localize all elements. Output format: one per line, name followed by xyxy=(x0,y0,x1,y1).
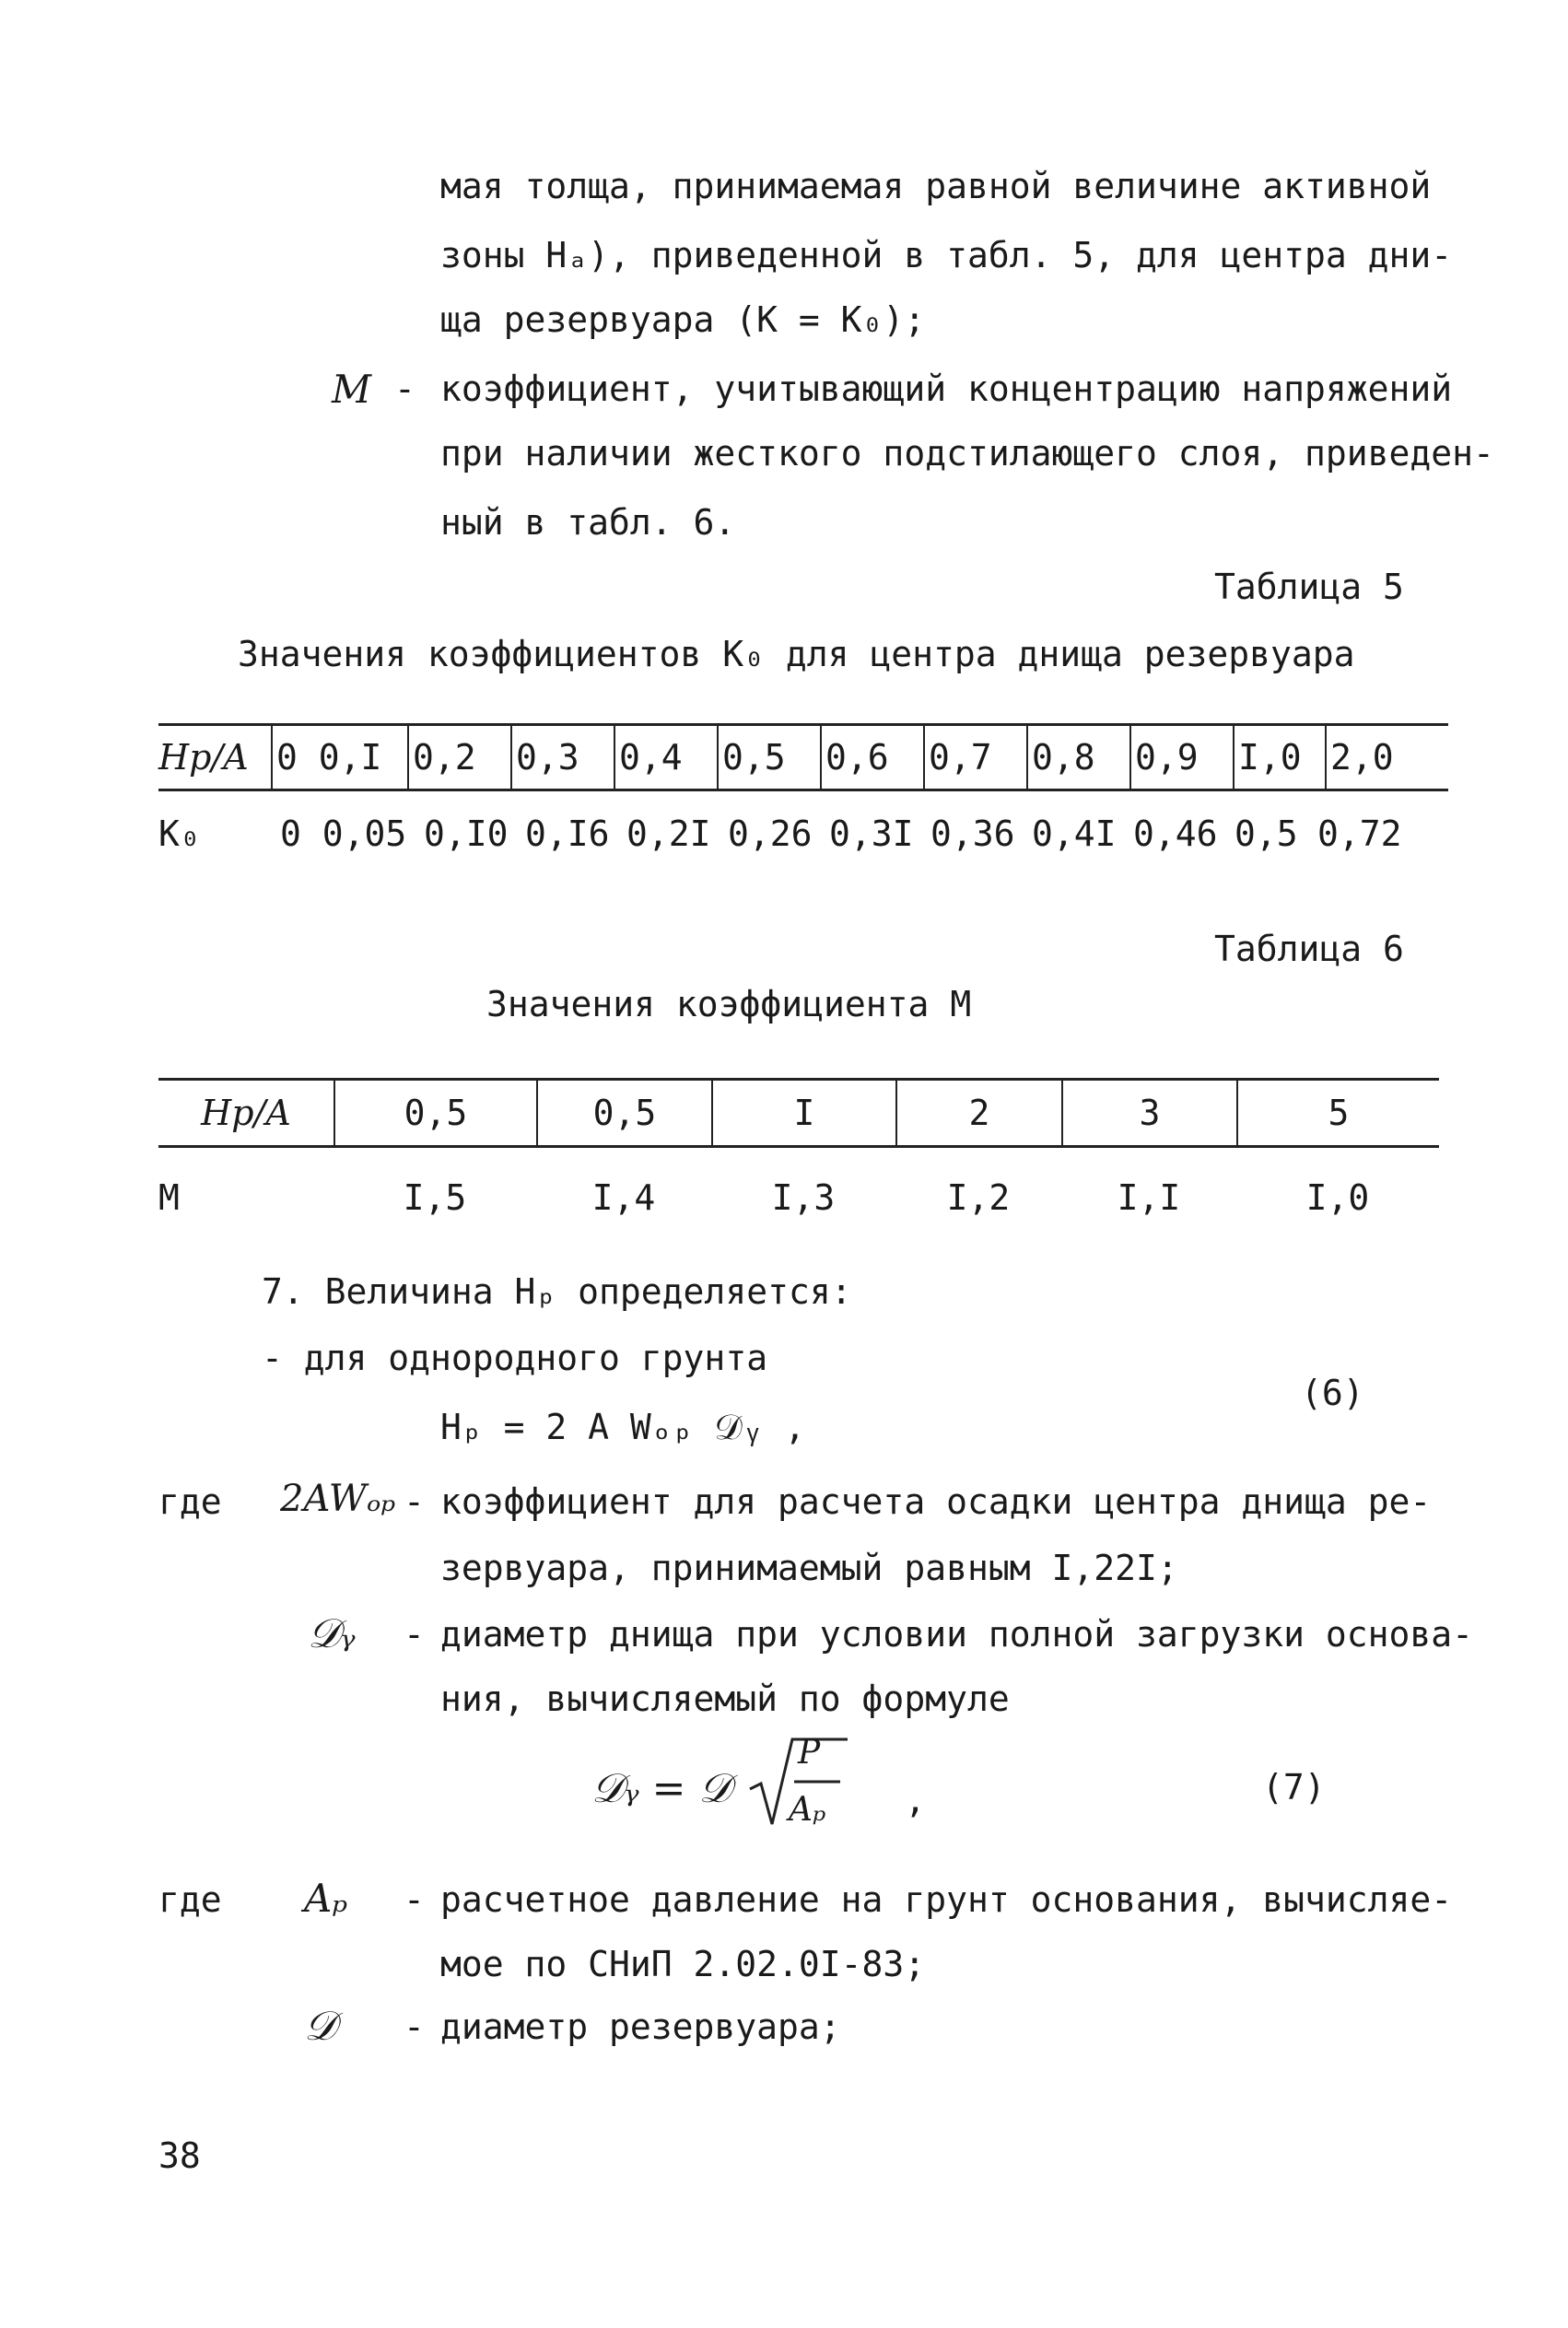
formula7-comma: , xyxy=(905,1780,926,1820)
table5-header-cell: 0,9 xyxy=(1129,726,1233,789)
table5-cell: 0 0,05 xyxy=(280,813,407,854)
def-line: расчетное давление на грунт основания, вычисляе- xyxy=(440,1879,1453,1920)
def-line: ния, вычисляемый по формуле xyxy=(440,1679,1010,1719)
table6-row-label: M xyxy=(158,1177,180,1218)
def-dash: - xyxy=(404,2006,425,2047)
table6-header-cell: 0,5 xyxy=(333,1081,536,1145)
table5-header-cell: I,0 xyxy=(1233,726,1325,789)
formula6: Hₚ = 2 A Wₒₚ 𝒟ᵧ , xyxy=(440,1407,806,1447)
m-def-line: коэффициент, учитывающий концентрацию напряжений xyxy=(440,369,1453,409)
intro-line: зоны Hₐ), приведенной в табл. 5, для центра дни- xyxy=(440,235,1453,275)
table6-cell: I,I xyxy=(1117,1177,1181,1218)
eq7-number: (7) xyxy=(1262,1767,1326,1807)
table5-title: Значения коэффициентов K₀ для центра днища резервуара xyxy=(238,634,1355,674)
table6-header-cell: 2 xyxy=(895,1081,1061,1145)
m-dash: - xyxy=(394,369,415,409)
intro-line: мая толща, принимаемая равной величине активной xyxy=(440,166,1432,206)
table5-header-cell: 0,8 xyxy=(1026,726,1129,789)
def-line: мое по СНиП 2.02.0I-83; xyxy=(440,1944,926,1984)
section7-heading: 7. Величина Hₚ определяется: xyxy=(262,1271,852,1312)
table5-cell: 0,5 xyxy=(1235,813,1298,854)
section7-subheading: - для однородного грунта xyxy=(262,1338,768,1378)
formula7-lhs: 𝒟ᵧ = 𝒟 xyxy=(591,1765,731,1812)
table5-header-cell: 0 0,I xyxy=(271,726,407,789)
def-line: диаметр резервуара; xyxy=(440,2006,841,2047)
table6-title: Значения коэффициента M xyxy=(486,984,972,1024)
formula7-numerator: P xyxy=(798,1734,821,1772)
table5-header-cell: 2,0 xyxy=(1325,726,1448,789)
table5-row-label: K₀ xyxy=(158,813,201,854)
table6-header xyxy=(158,1078,1439,1148)
table5-label: Таблица 5 xyxy=(1214,567,1404,607)
def-line: диаметр днища при условии полной загрузки основа- xyxy=(440,1614,1474,1655)
table5-header-cell: 0,3 xyxy=(510,726,614,789)
def-lead: где xyxy=(158,1879,222,1920)
def-symbol: 𝒟 xyxy=(304,2003,337,2050)
table5-header-cell: Hp/A xyxy=(158,737,249,778)
table5-cell: 0,2I xyxy=(626,813,711,854)
def-dash: - xyxy=(404,1614,425,1655)
def-dash: - xyxy=(404,1481,425,1522)
def-line: зервуара, принимаемый равным I,22I; xyxy=(440,1548,1178,1588)
table6-header-cell: 0,5 xyxy=(536,1081,711,1145)
table6-cell: I,3 xyxy=(771,1177,836,1218)
table6-cell: I,2 xyxy=(946,1177,1011,1218)
def-symbol: Aₚ xyxy=(304,1876,348,1921)
def-symbol: 2AWₒₚ xyxy=(280,1478,396,1520)
def-symbol: 𝒟ᵧ xyxy=(308,1610,356,1657)
def-lead: где xyxy=(158,1481,222,1522)
table5-cell: 0,72 xyxy=(1317,813,1402,854)
table6-cell: I,5 xyxy=(403,1177,467,1218)
m-def-line: при наличии жесткого подстилающего слоя, приведен- xyxy=(440,433,1494,474)
table5-header-cell: 0,7 xyxy=(923,726,1026,789)
table6-label: Таблица 6 xyxy=(1214,929,1404,969)
def-line: коэффициент для расчета осадки центра днища ре- xyxy=(440,1481,1432,1522)
table6-cell: I,0 xyxy=(1305,1177,1370,1218)
table6-header-cell: 3 xyxy=(1061,1081,1236,1145)
intro-line: ща резервуара (K = K₀); xyxy=(440,299,926,340)
table5-cell: 0,36 xyxy=(930,813,1015,854)
m-def-line: ный в табл. 6. xyxy=(440,502,736,543)
eq6-number: (6) xyxy=(1301,1373,1364,1413)
table5-cell: 0,I0 xyxy=(424,813,509,854)
table5-cell: 0,I6 xyxy=(525,813,610,854)
table5-cell: 0,4I xyxy=(1032,813,1117,854)
table6-header-cell: 5 xyxy=(1236,1081,1439,1145)
table5-header-cell: 0,2 xyxy=(407,726,510,789)
table5-cell: 0,46 xyxy=(1133,813,1218,854)
table5-header-cell: 0,6 xyxy=(820,726,923,789)
table6-header-cell: Hp/A xyxy=(201,1093,291,1133)
formula7-denominator: Aₚ xyxy=(789,1791,826,1829)
def-dash: - xyxy=(404,1879,425,1920)
table6-header-cell: I xyxy=(711,1081,895,1145)
m-symbol: M xyxy=(332,367,372,412)
table5-header-cell: 0,4 xyxy=(614,726,717,789)
table5-cell: 0,26 xyxy=(728,813,813,854)
page-number: 38 xyxy=(158,2135,201,2176)
table6-cell: I,4 xyxy=(591,1177,656,1218)
table5-header-cell: 0,5 xyxy=(717,726,820,789)
table5-cell: 0,3I xyxy=(829,813,914,854)
table5-header xyxy=(158,723,1448,791)
